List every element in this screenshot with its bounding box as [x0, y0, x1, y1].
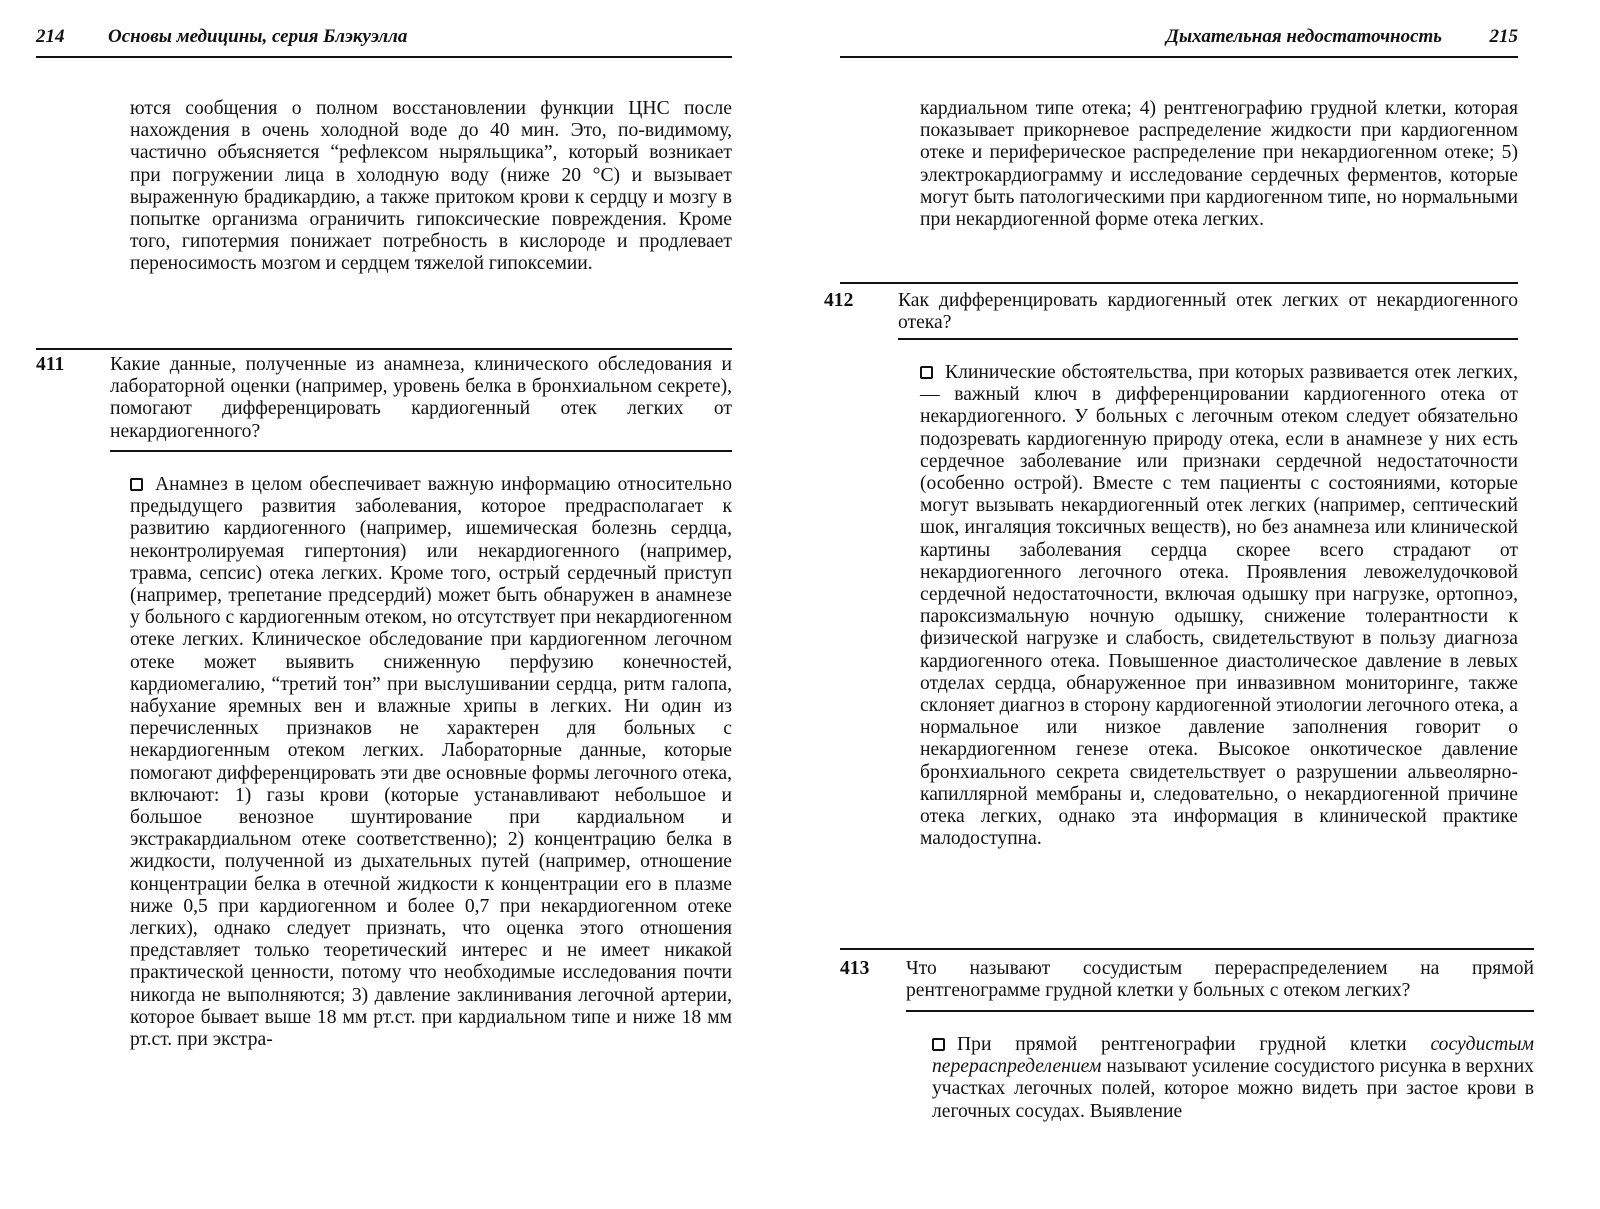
continued-paragraph: кардиальном типе отека; 4) рентгенографию грудной клетки, которая показывает прикорневое распределение жидкости при кардиогенном отеке и периферическое распределение при некардиогенном отеке; 5) электрокардиограмму и исследование сердечных ферментов, которые могут быть патологическими при кардиогенном типе, но нормальными при некардиогенной форме отека легких. [920, 98, 1518, 231]
question-number: 412 [824, 290, 854, 311]
answer-paragraph [932, 1034, 1534, 1123]
question-rule-top [840, 948, 1534, 950]
answer-paragraph [130, 474, 732, 1051]
answer-box-icon [932, 1038, 945, 1051]
header-rule [840, 56, 1518, 58]
answer-lead: При прямой рентгенографии грудной клетки [957, 1034, 1407, 1055]
question-text: Как дифференцировать кардиогенный отек легких от некардиогенного отека? [898, 290, 1518, 334]
question-rule-bottom [906, 1010, 1534, 1012]
question-text: Что называют сосудистым перераспределением на прямой рентгенограмме грудной клетки у больных с отеком легких? [906, 958, 1534, 1002]
answer-text: Анамнез в целом обеспечивает важную информацию относительно предыдущего развития заболевания, которое предрасполагает к развитию кардиогенного (например, ишемическая болезнь сердца, неконтролируемая гипертония) или некардиогенного (например, травма, сепсис) отека легких. Кроме того, острый сердечный приступ (например, трепетание предсердий) может быть обнаружен в анамнезе у больного с кардиогенным отеком, но отсутствует при некардиогенном отеке легких. Клиническое обследование при кардиогенном легочном отеке может выявить сниженную перфузию конечностей, кардиомегалию, “третий тон” при выслушивании сердца, ритм галопа, набухание яремных вен и влажные хрипы в легких. Ни один из перечисленных признаков не характерен для больных с некардиогенным отеком легких. Лабораторные данные, которые помогают дифференцировать эти две основные формы легочного отека, включают: 1) газы крови (которые устанавливают небольшое и большое венозное шунтирование при кардиальном и экстракардиальном отеке соответственно); 2) концентрацию белка в жидкости, полученной из дыхательных путей (например, отношение концентрации белка в отечной жидкости к концентрации его в плазме ниже 0,5 при кардиогенном и более 0,7 при некардиогенном отеке легких), однако следует признать, что оценка этого отношения представляет только теоретический интерес и не имеет никакой практической ценности, потому что необходимые исследования почти никогда не выполняются; 3) давление заклинивания легочной артерии, которое бывает выше 18 мм рт.ст. при кардиальном типе и ниже 18 мм рт.ст. при экстра- [130, 474, 732, 1051]
question-rule-bottom [110, 450, 732, 452]
page-number: 215 [1489, 26, 1518, 47]
right-page [800, 0, 1600, 1209]
right-page-header [840, 26, 1518, 54]
question-number: 411 [36, 354, 65, 375]
answer-box-icon [920, 366, 933, 379]
question-rule-top [840, 282, 1518, 284]
left-page-header [36, 26, 732, 54]
answer-term: сосудистым перераспределением [932, 1034, 1534, 1078]
question-rule-bottom [898, 338, 1518, 340]
answer-box-icon [130, 478, 143, 491]
answer-text: Клинические обстоятельства, при которых развивается отек легких, — важный ключ в дифференцировании кардиогенного отека от некардиогенного. У больных с легочным отеком следует обязательно подозревать кардиогенную природу отека, если в анамнезе у них есть сердечное заболевание или признаки сердечной недостаточности (особенно острой). Вместе с тем пациенты с состояниями, которые могут вызывать некардиогенный отек легких (например, септический шок, ингаляция токсичных веществ), но без анамнеза или клинической картины заболевания сердца скорее всего страдают от некардиогенного легочного отека. Проявления левожелудочковой сердечной недостаточности, включая одышку при нагрузке, ортопноэ, пароксизмальную ночную одышку, снижение толерантности к физической нагрузке и слабость, свидетельствуют в пользу диагноза кардиогенного отека. Повышенное диастолическое давление в левых отделах сердца, обнаруженное при инвазивном мониторинге, также склоняет диагноз в сторону кардиогенной этиологии легочного отека, а нормальное или низкое давление заполнения говорит о некардиогенном генезе отека. Высокое онкотическое давление бронхиального секрета свидетельствует о разрушении альвеолярно-капиллярной мембраны и, следовательно, о некардиогенной причине отека легких, однако эта информация в клинической практике малодоступна. [920, 362, 1518, 850]
question-number: 413 [840, 958, 870, 979]
answer-paragraph [920, 362, 1518, 850]
header-rule [36, 56, 732, 58]
page-number: 214 [36, 26, 65, 47]
continued-paragraph: ются сообщения о полном восстановлении функции ЦНС после нахождения в очень холодной воде до 40 мин. Это, по-видимому, частично объясняется “рефлексом ныряльщика”, который возникает при погружении лица в холодную воду (ниже 20 °C) и вызывает выраженную брадикардию, а также притоком крови к сердцу и мозгу в попытке организма ограничить гипоксические повреждения. Кроме того, гипотермия понижает потребность в кислороде и продлевает переносимость мозгом и сердцем тяжелой гипоксемии. [130, 98, 732, 275]
running-title: Основы медицины, серия Блэкуэлла [108, 26, 408, 47]
running-title: Дыхательная недостаточность [1165, 26, 1442, 47]
question-text: Какие данные, полученные из анамнеза, клинического обследования и лабораторной оценки (например, уровень белка в бронхиальном секрете), помогают дифференцировать кардиогенный отек легких от некардиогенного? [110, 354, 732, 442]
answer-rest: называют усиление сосудистого рисунка в верхних участках легочных полей, которое можно видеть при застое крови в легочных сосудах. Выявление [932, 1056, 1534, 1122]
question-rule-top [36, 348, 732, 350]
